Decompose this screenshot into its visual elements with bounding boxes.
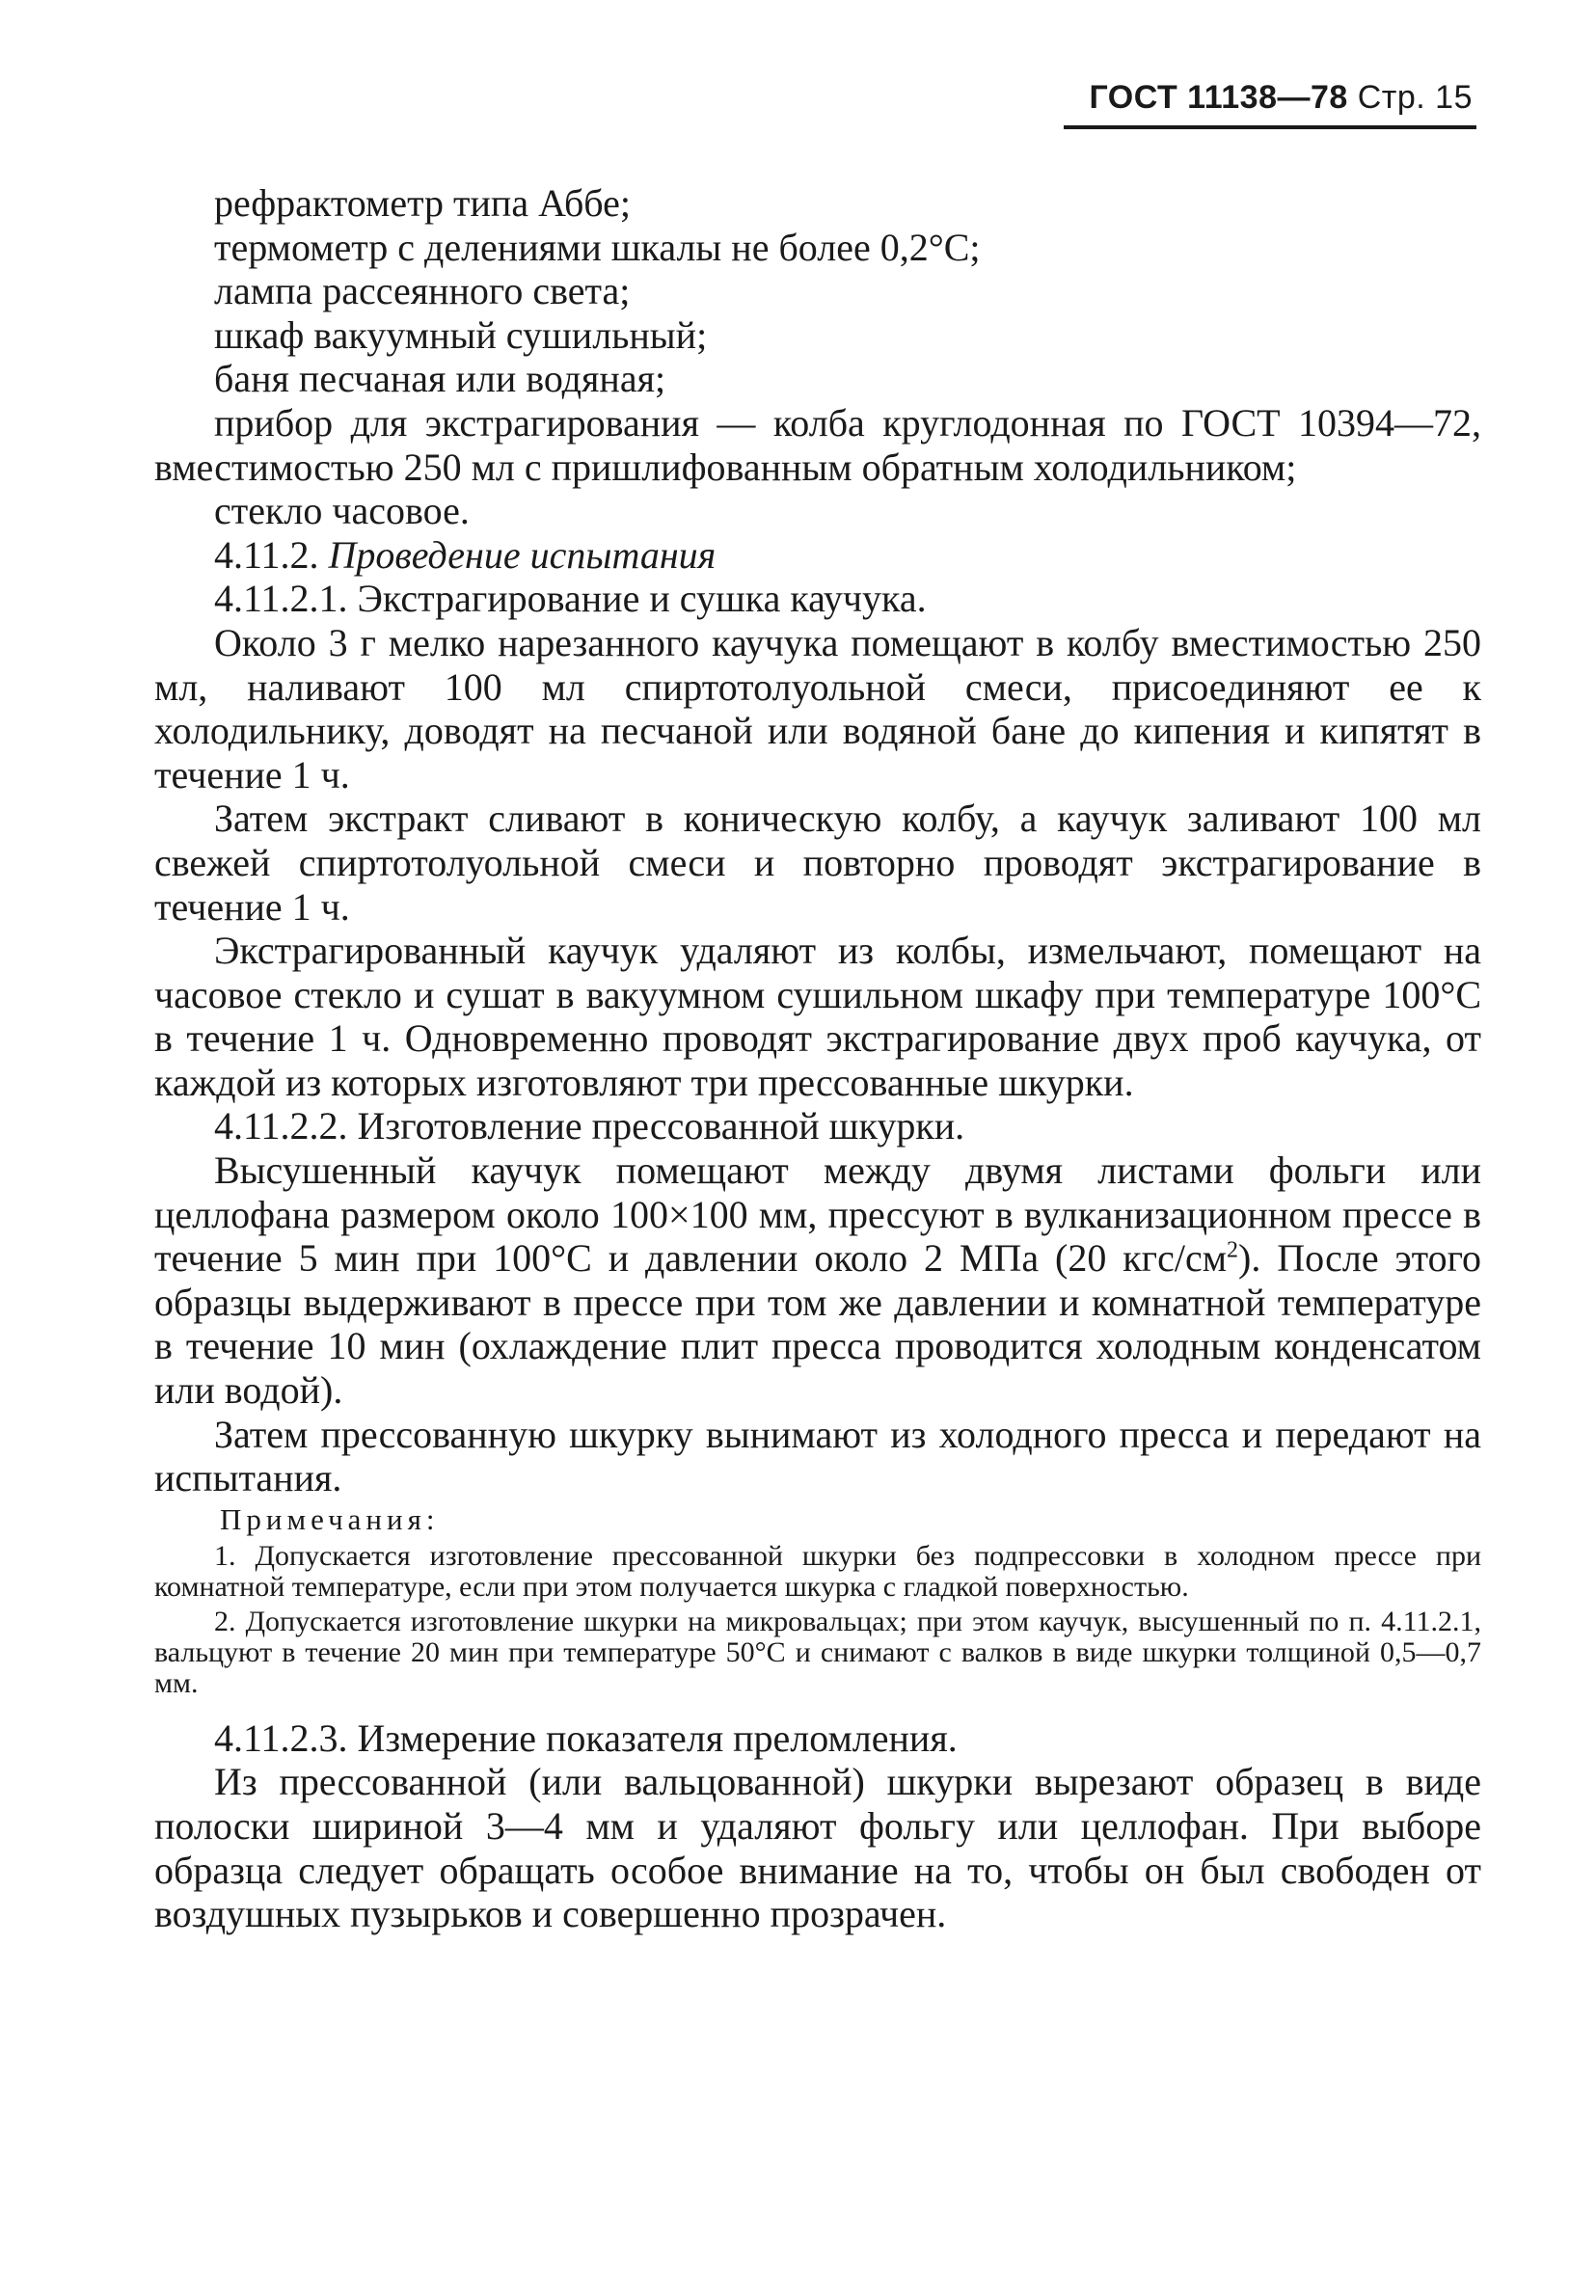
section-number: 4.11.2. <box>214 532 319 577</box>
section-title: Проведение испытания <box>328 532 717 577</box>
note-item: 2. Допускается изготовление шкурки на микровальцах; при этом каучук, высушенный по п. 4.11.2.1, вальцуют в течение 20 мин при температуре 50°С и снимают с валков в виде шкурки толщиной 0,5—0,7 мм. <box>154 1605 1481 1699</box>
equipment-item: шкаф вакуумный сушильный; <box>214 312 708 357</box>
superscript: 2 <box>1227 1237 1239 1263</box>
page-number: Стр. 15 <box>1357 79 1473 116</box>
paragraph-part: ). После этого образцы выдерживают в прессе при том же давлении и комнатной температуре в течение 10 мин (охлаждение плит пресса проводится холодным конденсатом или водой). <box>154 1236 1481 1413</box>
page-header <box>1089 79 1473 117</box>
equipment-item: термометр с делениями шкалы не более 0,2°С; <box>214 225 981 269</box>
header-rule <box>1064 125 1476 129</box>
note-item: 1. Допускается изготовление прессованной шкурки без подпрессовки в холодном прессе при комнатной температуре, если при этом получается шкурка с гладкой поверхностью. <box>154 1539 1481 1603</box>
equipment-item: лампа рассеянного света; <box>214 269 631 313</box>
section-heading <box>154 533 1481 578</box>
notes-block <box>154 1501 1481 1699</box>
equipment-item: рефрактометр типа Аббе; <box>214 181 631 225</box>
paragraph: Затем прессованную шкурку вынимают из холодного пресса и передают на испытания. <box>154 1412 1481 1500</box>
paragraph-part: Высушенный каучук помещают между двумя листами фольги или целлофана размером около 100×100 мм, прессуют в вулканизационном прессе в течение 5 мин при 100°С и давлении около 2 МПа (20 кгс/см <box>154 1148 1481 1281</box>
standard-number: ГОСТ 11138—78 <box>1089 79 1348 116</box>
notes-title: Примечания: <box>220 1501 440 1536</box>
equipment-item: стекло часовое. <box>214 489 470 533</box>
body-text <box>154 181 1481 1936</box>
paragraph: Из прессованной (или вальцованной) шкурки вырезают образец в виде полоски шириной 3—4 мм и удаляют фольгу или целлофан. При выборе образца следует обращать особое внимание на то, чтобы он был свободен от воздушных пузырьков и совершенно прозрачен. <box>154 1760 1481 1936</box>
subsection-heading: 4.11.2.2. Изготовление прессованной шкурки. <box>214 1104 965 1148</box>
paragraph <box>154 1148 1481 1413</box>
paragraph: Экстрагированный каучук удаляют из колбы, измельчают, помещают на часовое стекло и сушат в вакуумном сушильном шкафу при температуре 100°С в течение 1 ч. Одновременно проводят экстрагирование двух проб каучука, от каждой из которых изготовляют три прессованные шкурки. <box>154 929 1481 1104</box>
subsection-heading: 4.11.2.3. Измерение показателя преломления. <box>214 1715 958 1760</box>
equipment-item: прибор для экстрагирования — колба круглодонная по ГОСТ 10394—72, вместимостью 250 мл с пришлифованным обратным холодильником; <box>154 400 1481 489</box>
equipment-item: баня песчаная или водяная; <box>214 357 666 401</box>
subsection-heading: 4.11.2.1. Экстрагирование и сушка каучука. <box>214 577 927 621</box>
paragraph: Затем экстракт сливают в коническую колбу, а каучук заливают 100 мл свежей спиртотолуольной смеси и повторно проводят экстрагирование в течение 1 ч. <box>154 797 1481 929</box>
paragraph: Около 3 г мелко нарезанного каучука помещают в колбу вместимостью 250 мл, наливают 100 мл спиртотолуольной смеси, присоединяют ее к холодильнику, доводят на песчаной или водяной бане до кипения и кипятят в течение 1 ч. <box>154 620 1481 797</box>
